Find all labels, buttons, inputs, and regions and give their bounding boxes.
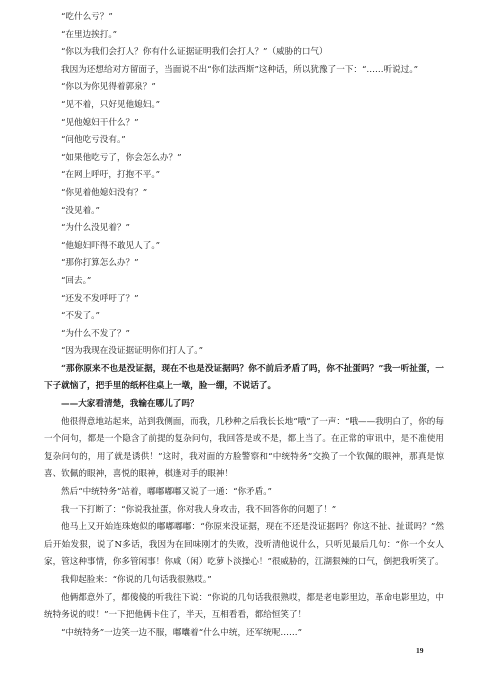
paragraph: “如果他吃亏了，你会怎么办？”: [61, 152, 182, 163]
paragraph: ——大家看清楚，我输在哪儿了吗？: [61, 399, 199, 410]
paragraph: “回去。”: [61, 275, 92, 286]
paragraph: “你以为你见得着郭泉？”: [61, 82, 156, 93]
paragraph: “你以为我们会打人？你有什么证据证明我们会打人？”（威胁的口气）: [61, 47, 328, 58]
paragraph: “为什么没见着？”: [61, 223, 130, 234]
paragraph: “没见着。”: [61, 205, 100, 216]
paragraph: “还发不发呼吁了？”: [61, 293, 139, 304]
paragraph: “问他吃亏没有。”: [61, 135, 126, 146]
paragraph: 他很得意地站起来，站到我侧面，而我，几秒种之后我长长地“哦”了一声：“哦——我明白了，你的每一个问句，都是一个隐含了前提的复杂问句，我回答是或不是，都上当了。在正常的审讯中，是不准使用复杂问句的，用了就是诱供！”这时，我对面的方脸警察和“中统特务”交换了一个钦佩的眼神，那真是惊喜、钦佩的眼神，喜悦的眼神，棋逢对手的眼神！: [44, 416, 444, 480]
paragraph: “中统特务”一边笑一边不服，嘟囔着“什么中统，还军统呢……”: [61, 627, 303, 638]
paragraph: “那你原来不也是没证据，现在不也是没证据吗？你不前后矛盾了吗，你不扯蛋吗？”我一听扯蛋，一下子就恼了，把手里的纸杯往桌上一墩，脸一绷，不说话了。: [44, 363, 444, 392]
paragraph: “那你打算怎么办？”: [61, 258, 139, 269]
paragraph: “你见着他媳妇没有？”: [61, 187, 148, 198]
paragraph: “吃什么亏？”: [61, 12, 113, 22]
paragraph: “在网上呼吁，打抱不平。”: [61, 170, 161, 181]
paragraph: 他马上又开始连珠炮似的嘟嘟嘟嘟：“你原来没证据，现在不还是没证据吗？你这不扯、扯谎吗？”然后开始发狠，说了N多话，我因为在回味刚才的失败，没听清他说什么，只听见最后几句：“你一个女人家，管这种事情，你多管闲事！你咸（闲）吃萝卜淡操心！”很威胁的，江湖狠辣的口气，倒把我听笑了。: [44, 522, 444, 568]
paragraph: “因为我现在没证据证明你们打人了。”: [61, 346, 203, 357]
paragraph: 我仰起脸来：“你说的几句话我很熟哎。”: [61, 575, 212, 585]
paragraph: “他媳妇吓得不敢见人了。”: [61, 240, 161, 251]
body-text: [44, 9, 444, 642]
paragraph: 我一下打断了：“你说我扯蛋，你对我人身攻击，我不回答你的问题了！”: [61, 504, 337, 515]
paragraph: “见不着，只好见他媳妇。”: [61, 99, 161, 110]
paragraph: “不发了。”: [61, 311, 100, 322]
page-number: 19: [416, 646, 424, 655]
paragraph: “见他媳妇干什么？”: [61, 117, 139, 128]
paragraph: 他俩都意外了，都傻傻的听我往下说：“你说的几句话我很熟哎，都是老电影里边，革命电影里边，中统特务说的哎！”一下把他俩卡住了，半天，互相看看，都给恒笑了！: [44, 592, 444, 621]
paragraph: 然后“中统特务”站着，嘟嘟嘟嘟又说了一通：“你矛盾。”: [61, 487, 272, 498]
paragraph: “为什么不发了？”: [61, 328, 130, 339]
paragraph: 我因为还想给对方留面子，当面说不出“你们法西斯”这种话，所以犹豫了一下：“……听说过。”: [61, 64, 419, 75]
paragraph: “在里边挨打。”: [61, 29, 118, 40]
